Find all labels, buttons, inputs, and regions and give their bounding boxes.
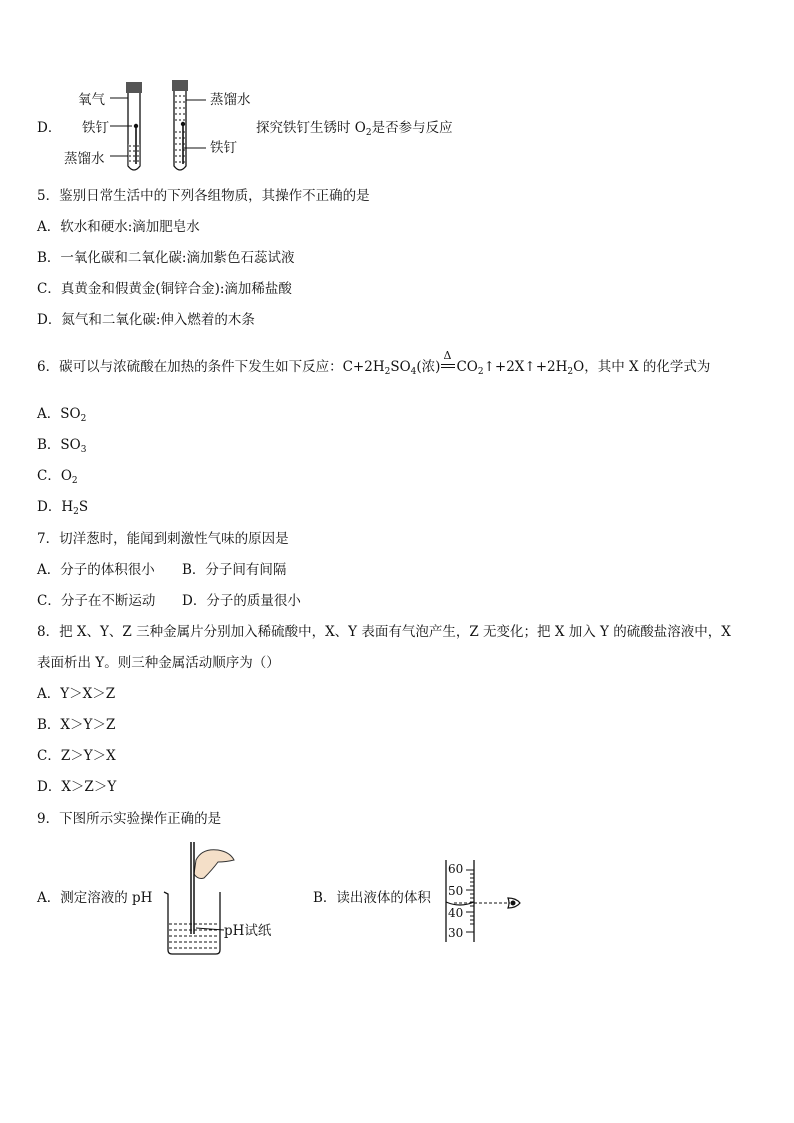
- ph-test-figure: [160, 838, 290, 958]
- q5-option-c: C．真黄金和假黄金(铜锌合金):滴加稀盐酸: [37, 281, 292, 297]
- tick-50: 50: [448, 884, 464, 898]
- cylinder-figure: [440, 858, 530, 948]
- q6-stem-mid4: ↑+2X↑+2H: [483, 359, 568, 375]
- q4-option-d-text: [256, 119, 453, 142]
- label-oxygen: 氧气: [78, 92, 105, 108]
- q9-option-b: B．读出液体的体积: [313, 890, 431, 906]
- q7-option-c: C．分子在不断运动: [37, 593, 156, 609]
- q6-stem-mid1: SO: [390, 359, 411, 375]
- label-water-left: 蒸馏水: [64, 151, 105, 167]
- test-tube-figure: [60, 78, 260, 178]
- q6-option-a: [37, 405, 86, 428]
- q5-option-d: D．氮气和二氧化碳:伸入燃着的木条: [37, 312, 255, 328]
- q7-stem: 7．切洋葱时，能闻到刺激性气味的原因是: [37, 531, 289, 547]
- q6-option-b: [37, 436, 86, 459]
- label-nail-left: 铁钉: [82, 120, 109, 136]
- q5-stem: 5．鉴别日常生活中的下列各组物质，其操作不正确的是: [37, 188, 370, 204]
- q7-option-d: D．分子的质量很小: [182, 593, 301, 609]
- q6-heat-arrow: [441, 349, 455, 371]
- q6-heat-symbol: Δ: [443, 349, 452, 362]
- q6-sub2: 4: [410, 367, 417, 377]
- q8-stem-line1: 8．把 X、Y、Z 三种金属片分别加入稀硫酸中，X、Y 表面有气泡产生，Z 无变化；把 X 加入 Y 的硫酸盐溶液中，X: [37, 624, 731, 640]
- hand-shape: [194, 850, 234, 879]
- right-tube-stopper: [172, 80, 188, 91]
- q6-sub3: 2: [477, 367, 484, 377]
- q4d-desc-pre: 探究铁钉生锈时 O: [256, 120, 366, 136]
- ph-paper-label: pH试纸: [224, 923, 272, 939]
- q4d-desc-sub: 2: [365, 128, 372, 138]
- q4-option-d-letter: D．: [37, 120, 62, 136]
- q6-d-post: S: [78, 499, 89, 515]
- q7-option-b: B．分子间有间隔: [182, 562, 287, 578]
- q6-stem-post: O，其中 X 的化学式为: [573, 359, 711, 375]
- q8-option-c: C．Z＞Y＞X: [37, 748, 116, 764]
- q5-option-a: A．软水和硬水:滴加肥皂水: [37, 219, 200, 235]
- q8-option-a: A．Y＞X＞Z: [37, 686, 116, 702]
- q6-a-pre: A．SO: [37, 406, 81, 422]
- left-tube-stopper: [126, 82, 142, 93]
- tick-60: 60: [448, 862, 464, 876]
- q6-stem-mid3: CO: [456, 359, 478, 375]
- q4d-desc-post: 是否参与反应: [371, 120, 453, 136]
- q6-a-sub: 2: [80, 414, 87, 424]
- tick-30: 30: [448, 926, 464, 940]
- q6-c-sub: 2: [71, 476, 78, 486]
- q6-b-sub: 3: [80, 445, 87, 455]
- right-tube-body: [174, 91, 186, 170]
- q6-d-sub: 2: [73, 507, 79, 517]
- q6-c-pre: C．O: [37, 468, 72, 484]
- q8-option-d: D．X＞Z＞Y: [37, 779, 117, 795]
- q6-d-pre: D．H: [37, 499, 74, 515]
- q6-option-c: [37, 467, 78, 490]
- ph-beaker-illustration: [160, 838, 290, 958]
- q6-option-d: [37, 498, 88, 521]
- q7-option-a: A．分子的体积很小: [37, 562, 155, 578]
- label-nail-right: 铁钉: [210, 140, 237, 156]
- q6-stem-pre: 6．碳可以与浓硫酸在加热的条件下发生如下反应：C+2H: [37, 359, 385, 375]
- beaker-body: [164, 892, 220, 954]
- q6-sub4: 2: [567, 367, 574, 377]
- q6-stem-mid2: (浓): [416, 359, 441, 375]
- q5-option-b: B．一氧化碳和二氧化碳:滴加紫色石蕊试液: [37, 250, 295, 266]
- q6-stem: [37, 349, 711, 381]
- q9-stem: 9．下图所示实验操作正确的是: [37, 811, 222, 827]
- q8-option-b: B．X＞Y＞Z: [37, 717, 116, 733]
- q6-sub1: 2: [384, 367, 391, 377]
- label-water-right: 蒸馏水: [210, 92, 251, 108]
- q9-option-a: A．测定溶液的 pH: [37, 890, 153, 906]
- q6-b-pre: B．SO: [37, 437, 81, 453]
- q8-stem-line2: 表面析出 Y。则三种金属活动顺序为（）: [37, 655, 280, 671]
- tick-40: 40: [448, 906, 464, 920]
